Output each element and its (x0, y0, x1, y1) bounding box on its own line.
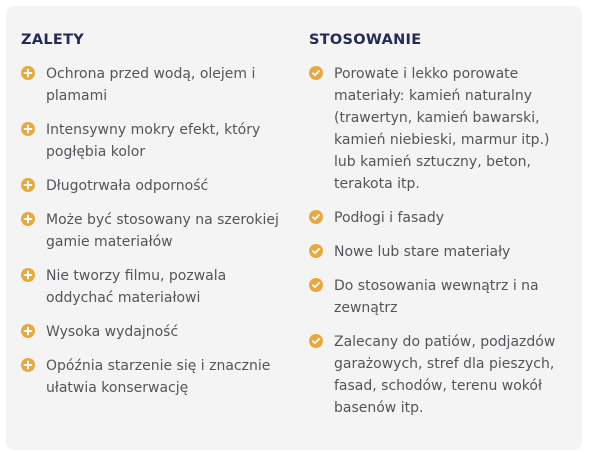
usage-item (309, 275, 569, 319)
plus-circle-icon (21, 268, 35, 282)
features-card (6, 6, 582, 450)
plus-circle-icon (21, 66, 35, 80)
advantage-text: Ochrona przed wodą, olejem i plamami (46, 66, 256, 104)
check-circle-icon (309, 334, 323, 348)
advantage-item (21, 209, 291, 253)
usage-column (309, 32, 569, 431)
advantage-text: Nie tworzy filmu, pozwala oddychać materiałowi (46, 268, 227, 306)
advantages-heading: ZALETY (21, 32, 85, 48)
advantage-text: Wysoka wydajność (46, 324, 179, 340)
usage-item (309, 63, 569, 195)
advantage-item (21, 321, 291, 343)
plus-circle-icon (21, 358, 35, 372)
usage-item (309, 207, 569, 229)
usage-list (309, 63, 569, 419)
advantage-text: Intensywny mokry efekt, który pogłębia kolor (46, 122, 261, 160)
usage-item (309, 331, 569, 419)
usage-text: Do stosowania wewnątrz i na zewnątrz (334, 278, 539, 316)
advantage-text: Może być stosowany na szerokiej gamie materiałów (46, 212, 279, 250)
usage-text: Porowate i lekko porowate materiały: kamień naturalny (trawertyn, kamień bawarski, kamień niebieski, marmur itp.) lub kamień sztuczny, beton, terakota itp. (334, 66, 550, 192)
advantage-item (21, 175, 291, 197)
advantage-item (21, 355, 291, 399)
usage-item (309, 241, 569, 263)
plus-circle-icon (21, 178, 35, 192)
advantage-item (21, 265, 291, 309)
plus-circle-icon (21, 212, 35, 226)
usage-text: Nowe lub stare materiały (334, 244, 511, 260)
check-circle-icon (309, 210, 323, 224)
advantage-text: Opóźnia starzenie się i znacznie ułatwia konserwację (46, 358, 271, 396)
advantage-item (21, 119, 291, 163)
check-circle-icon (309, 278, 323, 292)
usage-text: Podłogi i fasady (334, 210, 445, 226)
advantage-text: Długotrwała odporność (46, 178, 209, 194)
usage-heading: STOSOWANIE (309, 32, 422, 48)
advantage-item (21, 63, 291, 107)
check-circle-icon (309, 244, 323, 258)
plus-circle-icon (21, 122, 35, 136)
advantages-list (21, 63, 291, 399)
check-circle-icon (309, 66, 323, 80)
usage-text: Zalecany do patiów, podjazdów garażowych, stref dla pieszych, fasad, schodów, terenu wokół basenów itp. (334, 334, 556, 416)
advantages-column (21, 32, 291, 411)
plus-circle-icon (21, 324, 35, 338)
